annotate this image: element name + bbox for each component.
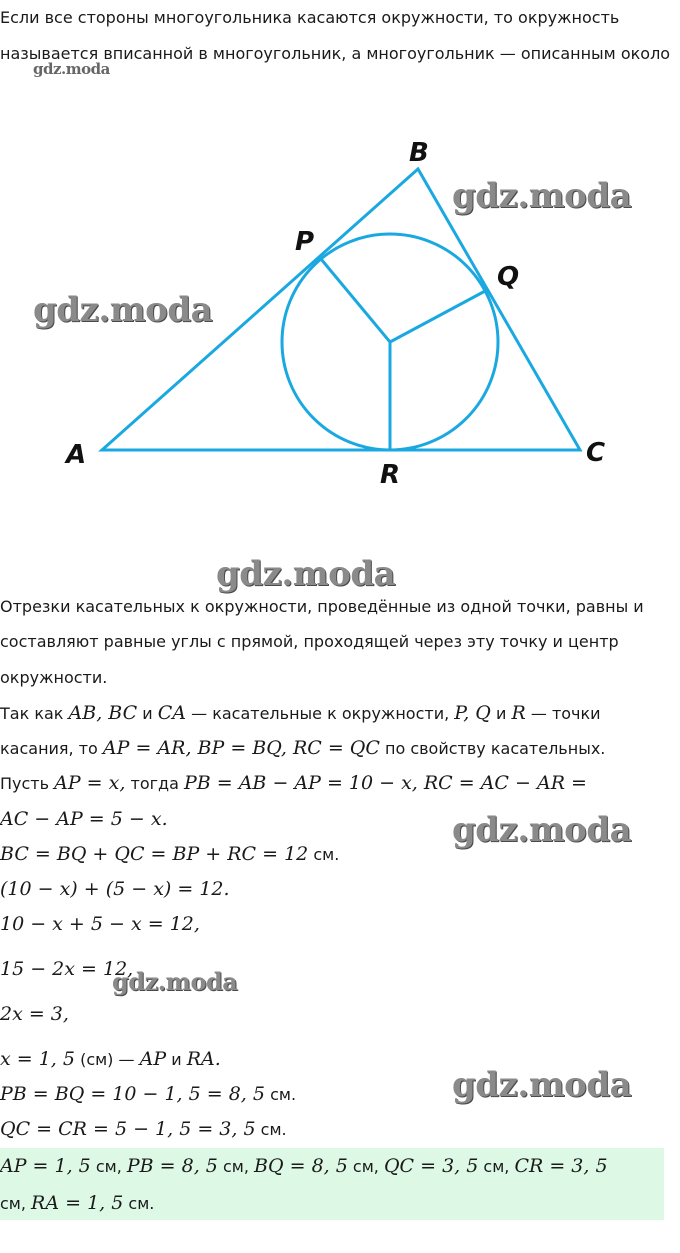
- solution-line-3: Пусть AP = x, тогда PB = AB − AP = 10 − x, RC = AC − AR =: [0, 772, 587, 794]
- watermark: gdz.moda: [33, 60, 110, 78]
- label-q: Q: [497, 262, 520, 292]
- watermark: gdz.moda: [452, 810, 632, 850]
- radius-op: [321, 259, 390, 342]
- intro-line-2: называется вписанной в многоугольник, а многоугольник — описанным около: [0, 44, 671, 63]
- answer-line-2: см, RA = 1, 5 см.: [0, 1192, 155, 1214]
- solution-line-8: 15 − 2x = 12,: [0, 958, 134, 980]
- label-p: P: [295, 227, 315, 257]
- watermark: gdz.moda: [216, 554, 396, 594]
- solution-line-7: 10 − x + 5 − x = 12,: [0, 913, 200, 935]
- intro-line-1: Если все стороны многоугольника касаются окружности, то окружность: [0, 8, 620, 27]
- solution-line-4: AC − AP = 5 − x.: [0, 808, 168, 830]
- solution-line-5: BC = BQ + QC = BP + RC = 12 см.: [0, 843, 340, 865]
- solution-line-1: Так как AB, BC и CA — касательные к окружности, P, Q и R — точки: [0, 702, 601, 724]
- solution-line-9: 2x = 3,: [0, 1003, 69, 1025]
- solution-line-2: касания, то AP = AR, BP = BQ, RC = QC по свойству касательных.: [0, 737, 606, 759]
- label-b: B: [409, 138, 429, 168]
- answer-line-1: AP = 1, 5 см, PB = 8, 5 см, BQ = 8, 5 см, QC = 3, 5 см, CR = 3, 5: [0, 1155, 608, 1177]
- theorem-line-2: составляют равные углы с прямой, проходящей через эту точку и центр: [0, 632, 619, 651]
- watermark: gdz.moda: [112, 967, 238, 996]
- label-c: C: [586, 438, 606, 468]
- watermark: gdz.moda: [452, 176, 632, 216]
- label-a: A: [66, 440, 87, 470]
- watermark: gdz.moda: [452, 1065, 632, 1105]
- solution-line-11: PB = BQ = 10 − 1, 5 = 8, 5 см.: [0, 1083, 297, 1105]
- theorem-line-3: окружности.: [0, 668, 108, 687]
- radius-oq: [390, 290, 487, 342]
- watermark: gdz.moda: [33, 290, 213, 330]
- solution-line-10: x = 1, 5 (см) — AP и RA.: [0, 1048, 221, 1070]
- solution-line-6: (10 − x) + (5 − x) = 12.: [0, 878, 230, 900]
- theorem-line-1: Отрезки касательных к окружности, проведённые из одной точки, равны и: [0, 597, 644, 616]
- label-r: R: [380, 460, 401, 490]
- solution-line-12: QC = CR = 5 − 1, 5 = 3, 5 см.: [0, 1118, 287, 1140]
